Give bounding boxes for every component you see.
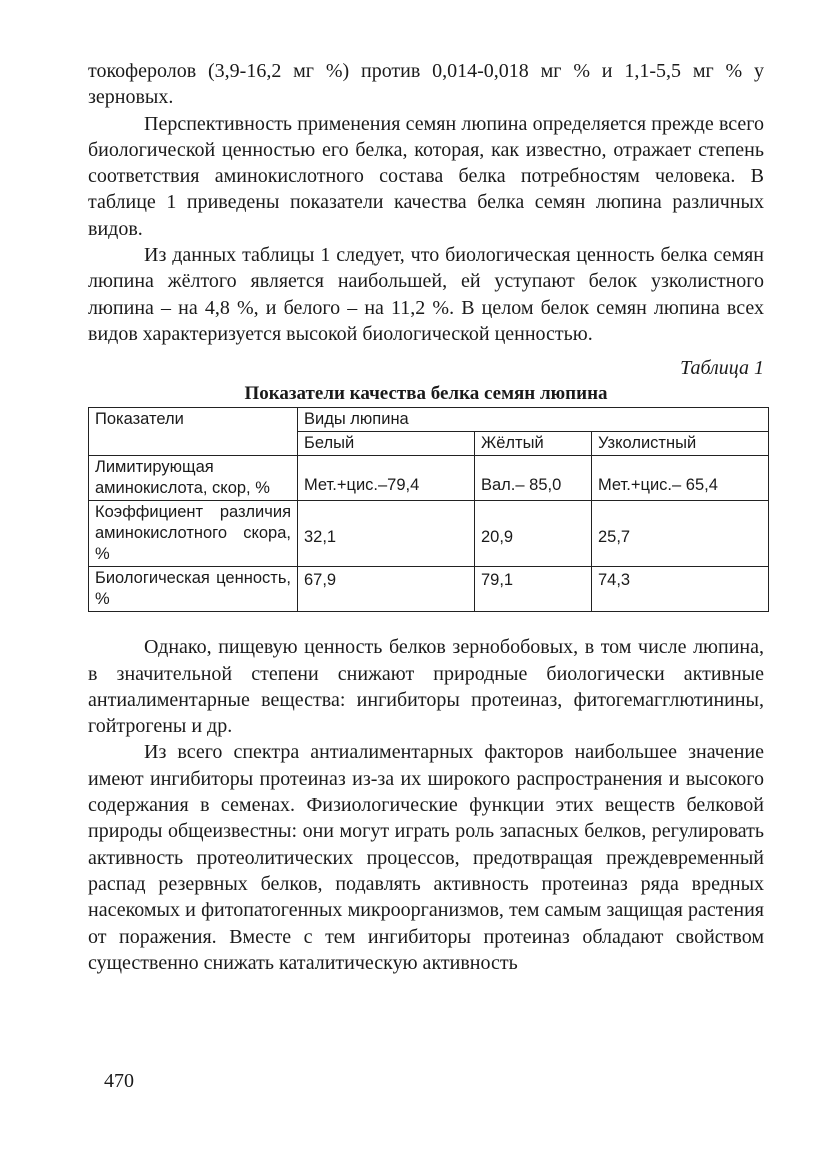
paragraph-perspective: Перспективность применения семян люпина определяется прежде всего биологической ценностью его белка, которая, как известно, отражает степень соответствия аминокислотного состава белка потребностям человека. В таблице 1 приведены показатели качества белка семян люпина различных видов. <box>88 112 764 240</box>
table-row <box>89 456 769 501</box>
table-row <box>89 567 769 612</box>
header-species-cell: Виды люпина <box>298 408 769 432</box>
row-value-cell: 20,9 <box>475 501 592 567</box>
row-value-cell: 74,3 <box>592 567 769 612</box>
row-value-cell: 79,1 <box>475 567 592 612</box>
paragraph-inhibitors: Из всего спектра антиалиментарных факторов наибольшее значение имеют ингибиторы протеиназ из-за их широкого распространения и высокого содержания в семенах. Физиологические функции этих веществ белковой природы общеизвестны: они могут играть роль запасных белков, регулировать активность протеолитических процессов, предотвращая преждевременный распад резервных белков, подавлять активность протеиназ ряда вредных насекомых и фитопатогенных микроорганизмов, тем самым защищая растения от поражения. Вместе с тем ингибиторы протеиназ обладают свойством существенно снижать каталитическую активность <box>88 741 764 974</box>
row-value-cell: 25,7 <box>592 501 769 567</box>
row-value-cell: Мет.+цис.– 65,4 <box>592 456 769 501</box>
table-header-row <box>89 408 769 432</box>
column-header: Белый <box>298 432 475 456</box>
row-value-cell: Вал.– 85,0 <box>475 456 592 501</box>
row-value-cell: Мет.+цис.–79,4 <box>298 456 475 501</box>
table-title: Показатели качества белка семян люпина <box>244 383 608 405</box>
row-param-cell: Коэффициент различия аминокислотного скора, % <box>89 501 298 567</box>
column-header: Жёлтый <box>475 432 592 456</box>
page-number: 470 <box>104 1070 134 1092</box>
protein-quality-table <box>88 407 769 612</box>
header-params-cell: Показатели <box>89 408 298 456</box>
page-content <box>88 58 764 976</box>
paragraph-antialimentary: Однако, пищевую ценность белков зернобобовых, в том числе люпина, в значительной степени снижают природные биологически активные антиалиментарные вещества: ингибиторы протеиназ, фитогемагглютинины, гойтрогены и др. <box>88 636 764 738</box>
row-param-cell: Биологическая ценность, % <box>89 567 298 612</box>
column-header: Узколистный <box>592 432 769 456</box>
row-param-cell: Лимитирующая аминокислота, скор, % <box>89 456 298 501</box>
row-value-cell: 67,9 <box>298 567 475 612</box>
table-number: Таблица 1 <box>680 357 764 380</box>
paragraph-continuation: токоферолов (3,9-16,2 мг %) против 0,014-0,018 мг % и 1,1-5,5 мг % у зерновых. <box>88 60 764 109</box>
paragraph-table-analysis: Из данных таблицы 1 следует, что биологическая ценность белка семян люпина жёлтого является наибольшей, ей уступают белок узколистного люпина – на 4,8 %, и белого – на 11,2 %. В целом белок семян люпина всех видов характеризуется высокой биологической ценностью. <box>88 244 764 345</box>
row-value-cell: 32,1 <box>298 501 475 567</box>
table-row <box>89 501 769 567</box>
